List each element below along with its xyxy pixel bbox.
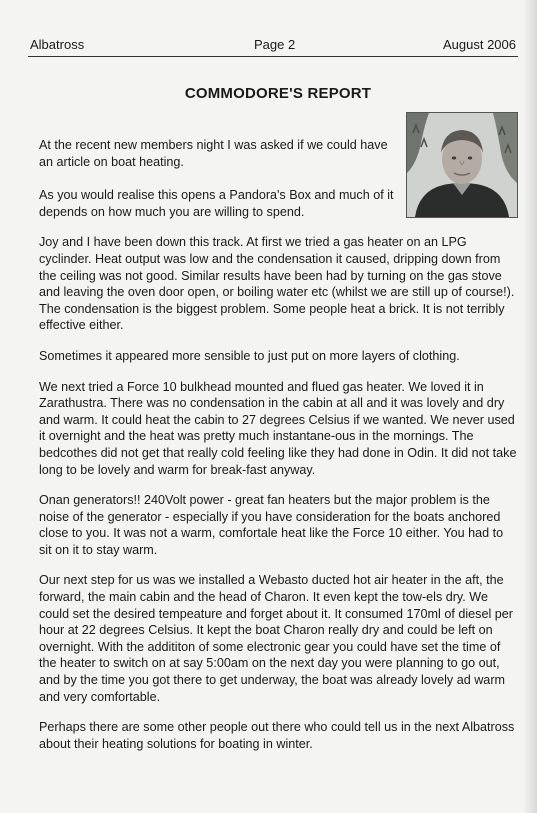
page-header bbox=[28, 36, 518, 57]
paragraph: At the recent new members night I was asked if we could have an article on boat heating. bbox=[39, 138, 388, 169]
issue-date: August 2006 bbox=[442, 37, 516, 52]
page-number: Page 2 bbox=[254, 37, 296, 52]
article-body bbox=[39, 137, 517, 766]
paragraph: We next tried a Force 10 bulkhead mounted and flued gas heater. We loved it in Zarathustra. There was no condensation in the cabin at all and it was lovely and dry and warm. It could heat the cabin to 27 degrees Celsius if we wanted. We never used it overnight and the heat was pretty much instantane-ous in the mornings. The bedcothes did not get that really cold feeling like they had done in Odin. It did not take long to be lovely and warm for break-fast anyway. bbox=[39, 379, 517, 477]
newsletter-name: Albatross bbox=[30, 37, 85, 52]
article-title: COMMODORE'S REPORT bbox=[184, 85, 372, 102]
paragraph: Perhaps there are some other people out there who could tell us in the next Albatross about their heating solutions for boating in winter. bbox=[39, 720, 515, 751]
paragraph: As you would realise this opens a Pandora's Box and much of it depends on how much you are willing to spend. bbox=[39, 188, 394, 219]
page-edge-shadow bbox=[523, 0, 537, 813]
paragraph: Joy and I have been down this track. At first we tried a gas heater on an LPG cyclinder. Heat output was low and the condensation it caused, dripping down from the ceiling was not good. Similar results have been had by turning on the gas stove and leaving the oven door open, or boiling water etc (whilst we are still up of course!). The condensation is the biggest problem. Some people heat a brick. It is not terribly effective either. bbox=[39, 235, 515, 333]
paragraph: Onan generators!! 240Volt power - great fan heaters but the major problem is the noise of the generator - especially if you have consideration for the boats anchored close to you. It was not a warm, comfortale heat like the Force 10 either. You had to sit on it to stay warm. bbox=[39, 493, 504, 557]
paragraph: Sometimes it appeared more sensible to just put on more layers of clothing. bbox=[39, 348, 460, 363]
paragraph: Our next step for us was we installed a Webasto ducted hot air heater in the aft, the forward, the main cabin and the head of Charon. It even kept the tow-els dry. We could set the desired tempeature and forget about it. It consumed 170ml of diesel per hour at 22 degrees Celsius. It kept the boat Charon really dry and could be left on overnight. With the addititon of some electronic gear you could have set the time of the heater to switch on at say 5:00am on the next day you were planning to go out, and by the time you got there to get underway, the boat was already lovely ad warm and very comfortable. bbox=[39, 573, 513, 704]
